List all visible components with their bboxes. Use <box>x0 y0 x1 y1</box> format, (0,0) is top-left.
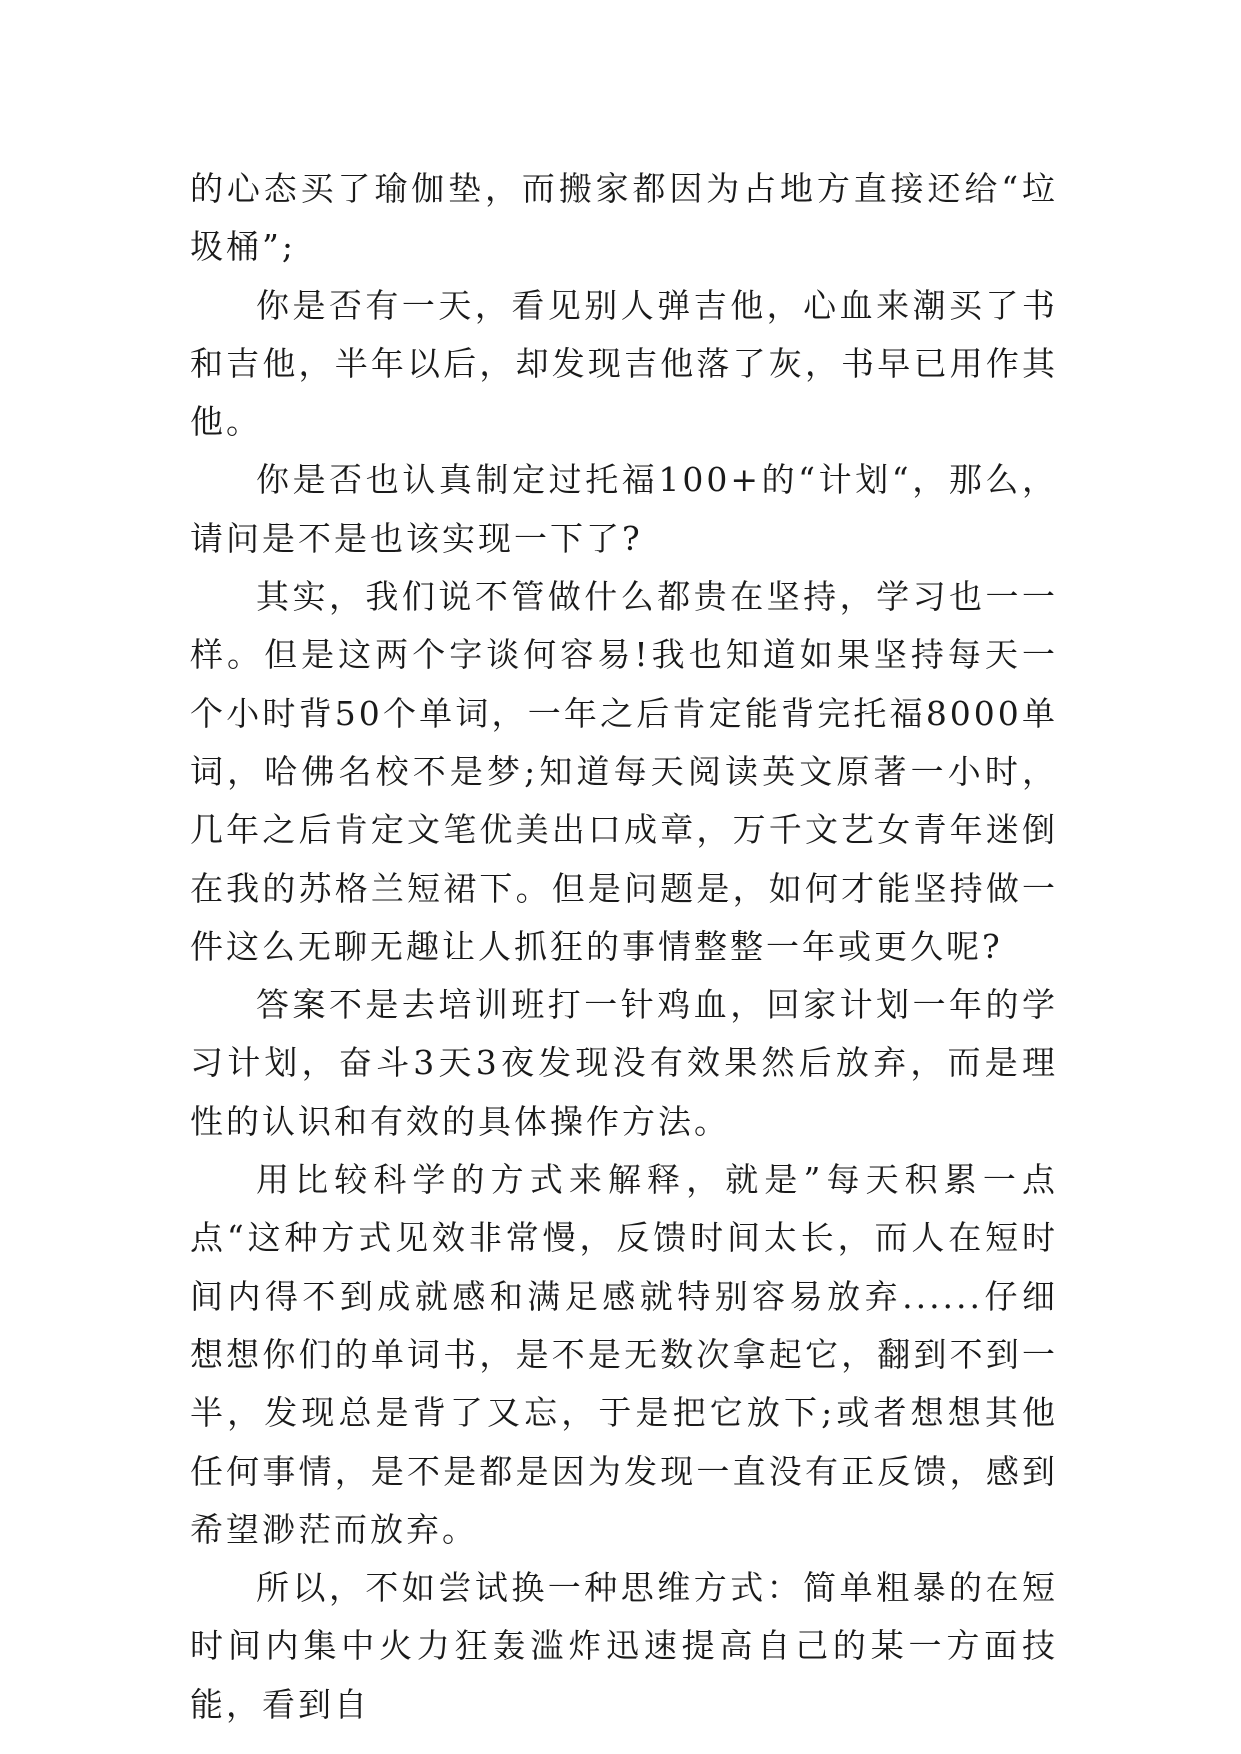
paragraph-5: 答案不是去培训班打一针鸡血，回家计划一年的学习计划，奋斗3天3夜发现没有效果然后放弃，而是理性的认识和有效的具体操作方法。 <box>190 985 1058 1141</box>
paragraph-4: 其实，我们说不管做什么都贵在坚持，学习也一一样。但是这两个字谈何容易!我也知道如果坚持每天一个小时背50个单词，一年之后肯定能背完托福8000单词，哈佛名校不是梦;知道每天阅读英文原著一小时，几年之后肯定文笔优美出口成章，万千文艺女青年迷倒在我的苏格兰短裙下。但是问题是，如何才能坚持做一件这么无聊无趣让人抓狂的事情整整一年或更久呢? <box>190 577 1058 966</box>
paragraph-1: 的心态买了瑜伽垫，而搬家都因为占地方直接还给“垃圾桶”; <box>190 169 1058 267</box>
paragraph-3: 你是否也认真制定过托福100+的“计划“，那么，请问是不是也该实现一下了? <box>190 460 1058 558</box>
paragraph-6: 用比较科学的方式来解释，就是”每天积累一点点“这种方式见效非常慢，反馈时间太长，而人在短时间内得不到成就感和满足感就特别容易放弃......仔细想想你们的单词书，是不是无数次拿起它，翻到不到一半，发现总是背了又忘，于是把它放下;或者想想其他任何事情，是不是都是因为发现一直没有正反馈，感到希望渺茫而放弃。 <box>190 1160 1058 1549</box>
paragraph-7: 所以，不如尝试换一种思维方式：简单粗暴的在短时间内集中火力狂轰滥炸迅速提高自己的某一方面技能，看到自 <box>190 1568 1058 1724</box>
paragraph-2: 你是否有一天，看见别人弹吉他，心血来潮买了书和吉他，半年以后，却发现吉他落了灰，书早已用作其他。 <box>190 285 1058 442</box>
body-text <box>190 160 1058 1734</box>
